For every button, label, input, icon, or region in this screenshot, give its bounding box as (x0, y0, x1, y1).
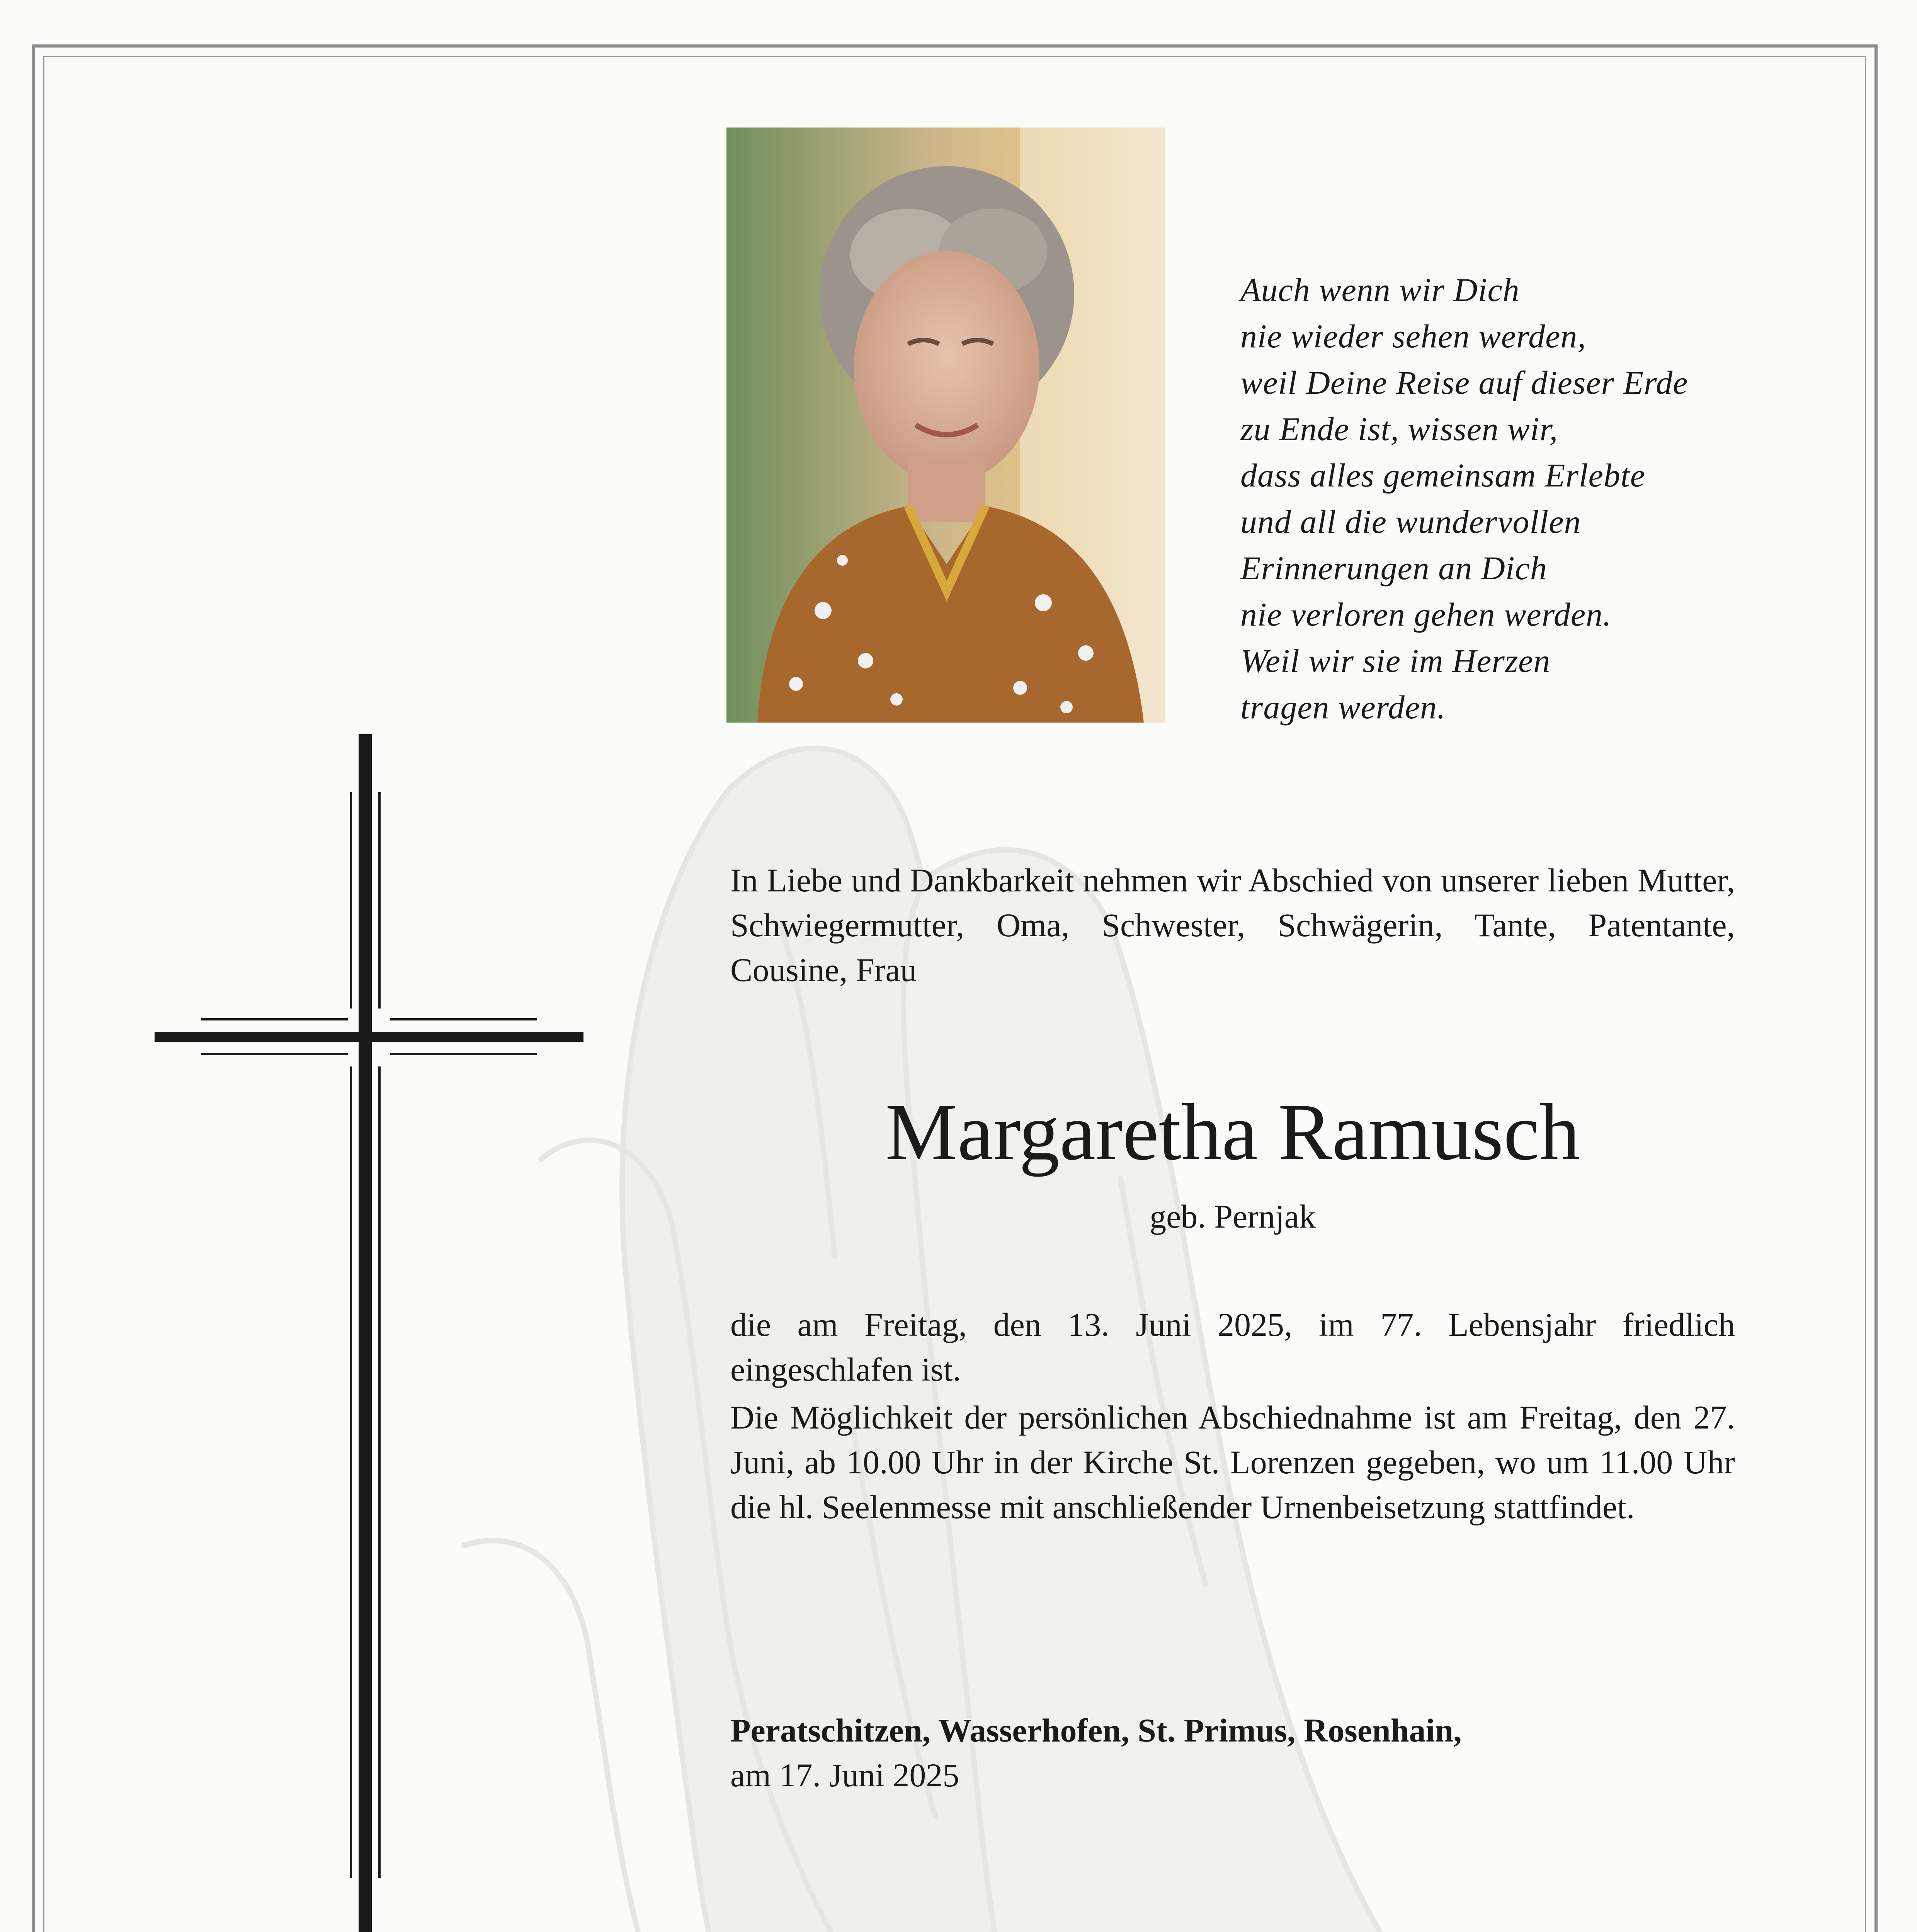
farewell-details-text: Die Möglichkeit der persönlichen Abschiednahme ist am Freitag, den 27. Juni, ab 10.00 Uhr in der Kirche St. Lorenzen gegeben, wo um 11.00 Uhr die hl. Seelenmesse mit anschließender Urnenbeisetzung stattfindet. (730, 1399, 1735, 1526)
deceased-name: Margaretha Ramusch (885, 1087, 1580, 1177)
memorial-poem (1240, 267, 1820, 730)
cross-icon (155, 734, 583, 1932)
poem-line: zu Ende ist, wissen wir, (1240, 410, 1558, 447)
poem-line: tragen werden. (1240, 689, 1446, 726)
place-names: Peratschitzen, Wasserhofen, St. Primus, Rosenhain, (730, 1712, 1462, 1749)
poem-line: Erinnerungen an Dich (1240, 549, 1547, 587)
place-and-date (730, 1708, 1774, 1798)
poem-line: nie wieder sehen werden, (1240, 318, 1586, 355)
poem-line: Weil wir sie im Herzen (1240, 642, 1551, 679)
poem-line: weil Deine Reise auf dieser Erde (1240, 364, 1688, 401)
poem-line: dass alles gemeinsam Erlebte (1240, 457, 1645, 494)
poem-line: Auch wenn wir Dich (1240, 271, 1520, 308)
intro-text: In Liebe und Dankbarkeit nehmen wir Abschied von unserer lieben Mutter, Schwiegermutter, Oma, Schwester, Schwägerin, Tante, Patentante, Cousine, Frau (730, 862, 1735, 988)
poem-line: nie verloren gehen werden. (1240, 596, 1612, 633)
maiden-name: geb. Pernjak (1150, 1198, 1316, 1235)
death-notice-text: die am Freitag, den 13. Juni 2025, im 77. Lebensjahr friedlich eingeschlafen ist. (730, 1306, 1735, 1388)
poem-line: und all die wundervollen (1240, 503, 1581, 540)
deceased-portrait-photo (726, 128, 1165, 723)
notice-date: am 17. Juni 2025 (730, 1757, 959, 1794)
